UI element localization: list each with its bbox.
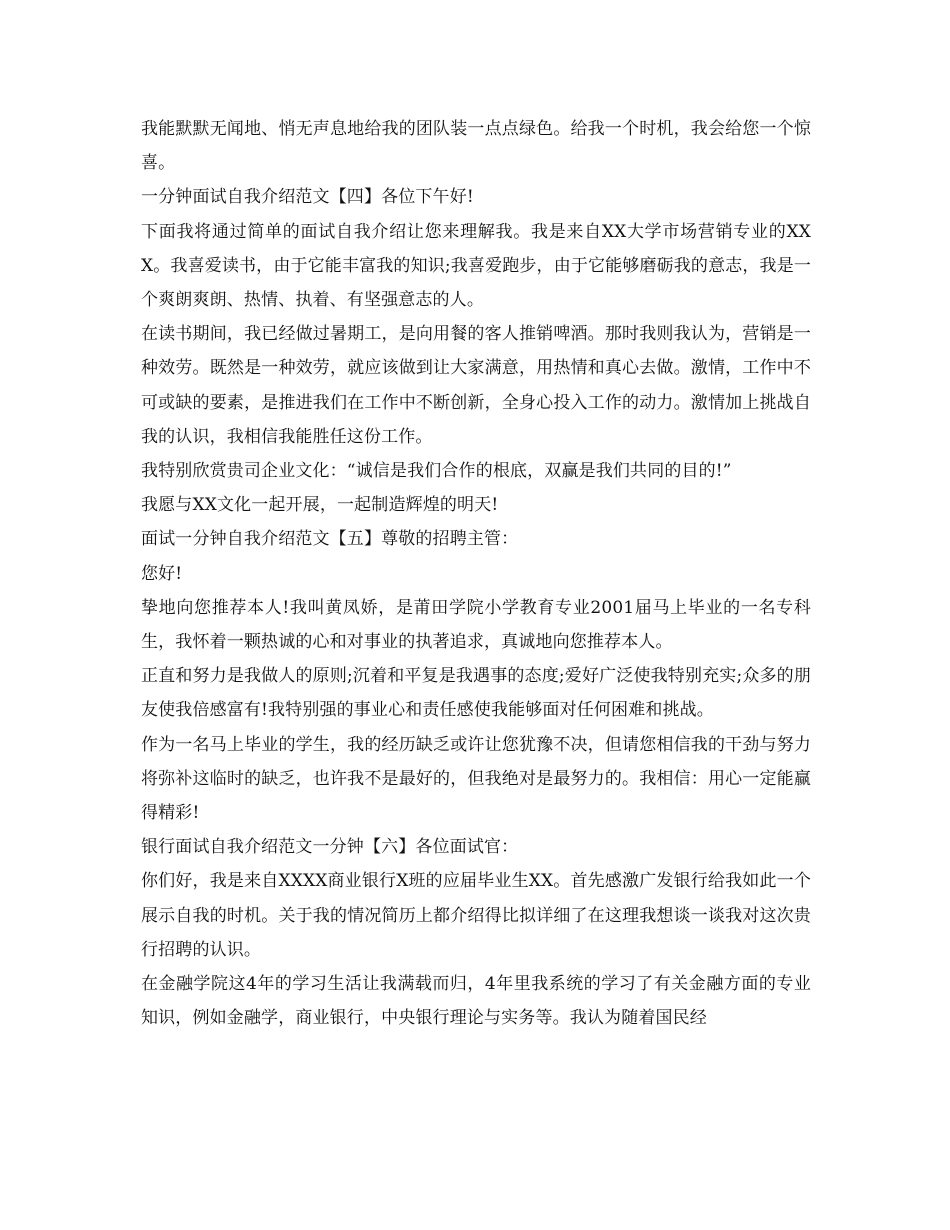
paragraph-5: 我愿与XX文化一起开展，一起制造辉煌的明天! (141, 495, 499, 516)
paragraph-3: 在读书期间，我已经做过暑期工，是向用餐的客人推销啤酒。那时我则我认为，营销是一种效劳。既然是一种效劳，就应该做到让大家满意，用热情和真心去做。激情，工作中不可或缺的要素，是推进我们在工作中不断创新，全身心投入工作的动力。激情加上挑战自我的认识，我相信我能胜任这份工作。 (141, 324, 811, 447)
section-heading-5: 面试一分钟自我介绍范文【五】尊敬的招聘主管： (141, 529, 519, 550)
section-heading-6: 银行面试自我介绍范文一分钟【六】各位面试官： (141, 837, 519, 858)
paragraph-6: 挚地向您推荐本人!我叫黄凤娇，是莆田学院小学教育专业2001届马上毕业的一名专科生，我怀着一颗热诚的心和对事业的执著追求，真诚地向您推荐本人。 (141, 597, 811, 653)
document-page (141, 112, 811, 1035)
paragraph-1: 我能默默无闻地、悄无声息地给我的团队装一点点绿色。给我一个时机，我会给您一个惊喜。 (141, 119, 811, 174)
paragraph-7: 正直和努力是我做人的原则;沉着和平复是我遇事的态度;爱好广泛使我特别充实;众多的朋友使我倍感富有!我特别强的事业心和责任感使我能够面对任何困难和挑战。 (141, 666, 811, 721)
greeting: 您好! (141, 563, 183, 584)
paragraph-2: 下面我将通过简单的面试自我介绍让您来理解我。我是来自XX大学市场营销专业的XXX。我喜爱读书，由于它能丰富我的知识;我喜爱跑步，由于它能够磨砺我的意志，我是一个爽朗爽朗、热情、执着、有坚强意志的人。 (141, 221, 811, 311)
paragraph-9: 你们好，我是来自XXXX商业银行X班的应届毕业生XX。首先感激广发银行给我如此一个展示自我的时机。关于我的情况简历上都介绍得比拟详细了在这理我想谈一谈我对这次贵行招聘的认识。 (141, 871, 811, 960)
paragraph-10: 在金融学院这4年的学习生活让我满载而归，4年里我系统的学习了有关金融方面的专业知识，例如金融学，商业银行，中央银行理论与实务等。我认为随着国民经 (141, 974, 811, 1029)
paragraph-8: 作为一名马上毕业的学生，我的经历缺乏或许让您犹豫不决，但请您相信我的干劲与努力将弥补这临时的缺乏，也许我不是最好的，但我绝对是最努力的。我相信：用心一定能赢得精彩! (141, 734, 811, 824)
paragraph-4: 我特别欣赏贵司企业文化：“诚信是我们合作的根底，双赢是我们共同的目的!” (141, 461, 732, 482)
section-heading-4: 一分钟面试自我介绍范文【四】各位下午好! (141, 187, 474, 208)
